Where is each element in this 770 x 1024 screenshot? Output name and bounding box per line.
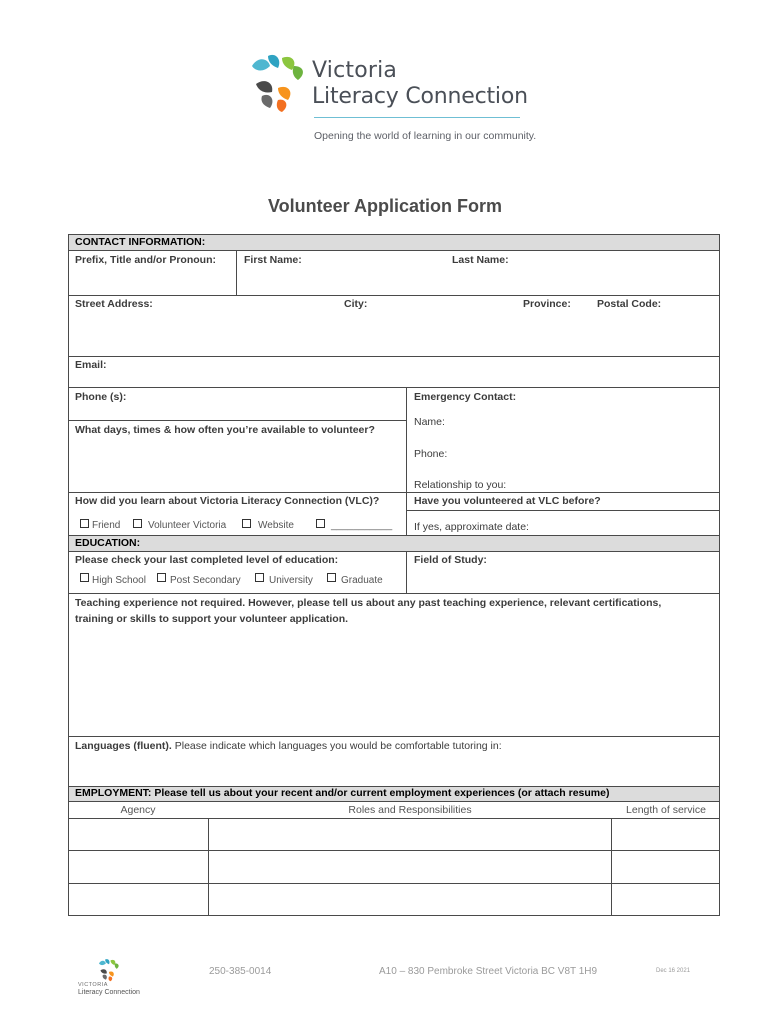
availability-field[interactable]	[70, 440, 404, 490]
employment-col-agency: Agency	[120, 804, 156, 816]
field-of-study-field[interactable]	[410, 568, 716, 592]
logo-leaves-icon	[248, 52, 308, 114]
vlc-logo	[248, 52, 537, 152]
employment-section-label: EMPLOYMENT: Please tell us about your recent and/or current employment experiences (or attach resume)	[75, 787, 610, 799]
footer-phone: 250-385-0014	[209, 966, 272, 977]
last-name-label: Last Name:	[452, 254, 509, 266]
languages-label-bold: Languages (fluent).	[75, 740, 172, 752]
first-name-field[interactable]	[240, 268, 440, 294]
edu-post-secondary-label: Post Secondary	[170, 575, 241, 586]
volunteered-before-label: Have you volunteered at VLC before?	[414, 495, 601, 507]
contact-section-label: CONTACT INFORMATION:	[75, 236, 206, 248]
edu-graduate-checkbox[interactable]	[327, 573, 336, 582]
languages-label	[75, 740, 502, 752]
logo-tagline: Opening the world of learning in our community.	[314, 130, 537, 142]
first-name-label: First Name:	[244, 254, 302, 266]
edu-graduate-label: Graduate	[341, 575, 383, 586]
email-field[interactable]	[110, 358, 716, 386]
form-title: Volunteer Application Form	[267, 196, 502, 216]
education-section-label: EDUCATION:	[75, 537, 141, 549]
street-address-label: Street Address:	[75, 298, 153, 310]
learn-other-line: ___________	[331, 520, 393, 531]
footer-logo	[78, 958, 148, 1000]
availability-label: What days, times & how often you’re available to volunteer?	[75, 424, 375, 436]
prefix-field[interactable]	[70, 268, 234, 294]
edu-high-school-label: High School	[92, 575, 146, 586]
edu-high-school-checkbox[interactable]	[80, 573, 89, 582]
postal-code-label: Postal Code:	[597, 298, 662, 310]
learn-about-label: How did you learn about Victoria Literacy Connection (VLC)?	[75, 495, 380, 507]
edu-university-label: University	[269, 575, 313, 586]
learn-website-checkbox[interactable]	[242, 519, 251, 528]
learn-website-label: Website	[258, 520, 294, 531]
learn-other-checkbox[interactable]	[316, 519, 325, 528]
languages-field[interactable]	[70, 756, 716, 784]
edu-university-checkbox[interactable]	[255, 573, 264, 582]
teaching-experience-field[interactable]	[70, 630, 716, 734]
footer-logo-line2: Literacy Connection	[78, 989, 140, 996]
emergency-contact-label: Emergency Contact:	[414, 391, 517, 403]
learn-friend-label: Friend	[92, 520, 121, 531]
emergency-name-label: Name:	[414, 416, 445, 428]
footer-logo-leaves-icon	[96, 958, 122, 982]
emergency-phone-label: Phone:	[414, 448, 448, 460]
prefix-label: Prefix, Title and/or Pronoun:	[75, 254, 216, 266]
employment-col-roles: Roles and Responsibilities	[348, 804, 472, 816]
last-name-field[interactable]	[450, 268, 716, 294]
education-level-label: Please check your last completed level of education:	[75, 554, 339, 566]
teaching-experience-text-1: Teaching experience not required. However, please tell us about any past teaching experience, relevant certifications,	[75, 597, 662, 609]
employment-row-3[interactable]	[69, 884, 719, 915]
emergency-relationship-label: Relationship to you:	[414, 479, 507, 491]
edu-post-secondary-checkbox[interactable]	[157, 573, 166, 582]
logo-title-line1: Victoria	[312, 58, 398, 83]
logo-title-line2: Literacy Connection	[312, 84, 528, 109]
phone-label: Phone (s):	[75, 391, 127, 403]
learn-friend-checkbox[interactable]	[80, 519, 89, 528]
teaching-experience-text-2: training or skills to support your volunteer application.	[75, 613, 349, 625]
employment-row-2[interactable]	[69, 851, 719, 882]
employment-row-1[interactable]	[69, 819, 719, 849]
field-of-study-label: Field of Study:	[414, 554, 487, 566]
education-section-bar	[69, 536, 719, 551]
email-label: Email:	[75, 359, 107, 371]
address-field[interactable]	[70, 314, 716, 354]
footer-date: Dec 16 2021	[656, 968, 691, 974]
employment-col-length: Length of service	[626, 804, 706, 816]
learn-volunteer-victoria-checkbox[interactable]	[133, 519, 142, 528]
city-label: City:	[344, 298, 368, 310]
languages-label-text: Please indicate which languages you would be comfortable tutoring in:	[171, 740, 502, 752]
province-label: Province:	[523, 298, 571, 310]
logo-divider	[314, 117, 520, 118]
footer-address: A10 – 830 Pembroke Street Victoria BC V8T 1H9	[379, 966, 598, 977]
phone-field[interactable]	[140, 390, 400, 418]
approx-date-label: If yes, approximate date:	[414, 521, 529, 533]
learn-volunteer-victoria-label: Volunteer Victoria	[148, 520, 227, 531]
footer-logo-line1: VICTORIA	[78, 982, 108, 988]
